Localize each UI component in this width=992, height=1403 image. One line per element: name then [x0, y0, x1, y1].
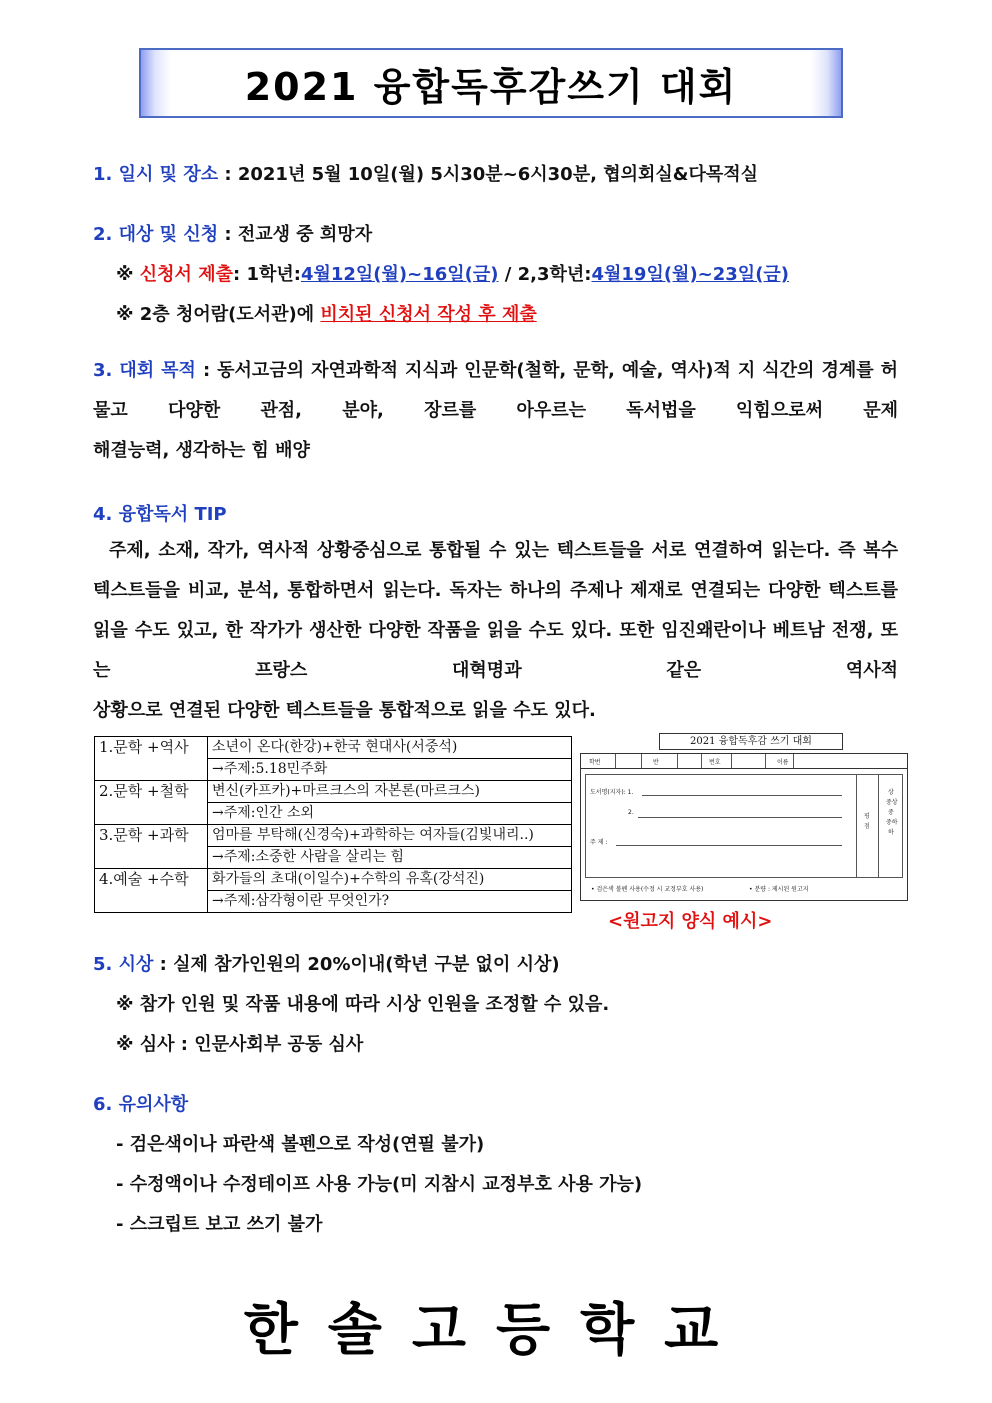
form-divider [701, 754, 702, 768]
application-label: 신청서 제출 [139, 264, 233, 285]
form-score-label-2: 점 [864, 823, 870, 830]
table-row [95, 869, 572, 891]
section-1-text: 2021년 5월 10일(월) 5시30분~6시30분, 협의회실&다목적실 [237, 164, 759, 185]
caution-item-3: - 스크립트 보고 쓰기 불가 [116, 1214, 323, 1235]
pair-books: 화가들의 초대(이일수)+수학의 유혹(강석진) [208, 869, 572, 891]
form-student-id-label: 학번 [589, 759, 601, 766]
form-divider [856, 775, 857, 877]
section-4-paragraph [93, 531, 898, 731]
form-class-label: 반 [653, 759, 659, 766]
pair-category: 2.문학 +철학 [95, 781, 208, 825]
section-3-sep: : [195, 360, 218, 381]
table-row [95, 825, 572, 847]
pair-theme: →주제:소중한 사람을 살리는 힘 [208, 847, 572, 869]
section-4-line-4: 읽을 수도 있다. 또한 임진왜란이나 베트남 전쟁, 또는 프랑스 대혁명과 같은 역사적 [93, 620, 898, 681]
form-grade-label-1: 상 [888, 789, 894, 796]
note-mark: ※ [116, 264, 140, 285]
form-theme-label: 주 제 : [590, 839, 608, 846]
note-2-text: 2층 청어람(도서관)에 [139, 304, 321, 325]
form-divider [793, 754, 794, 768]
section-2-sep: : [218, 224, 238, 245]
section-3-line-3: 해결능력, 생각하는 힘 배양 [93, 440, 310, 461]
form-number-label: 번호 [709, 759, 721, 766]
pair-theme: →주제:5.18민주화 [208, 759, 572, 781]
pair-theme: →주제:인간 소외 [208, 803, 572, 825]
form-divider [641, 754, 642, 768]
form-book-label-1: 도서명(지자): 1. [590, 789, 634, 796]
section-1 [93, 160, 758, 186]
form-grade-label-4: 중하 [886, 819, 898, 826]
section-4-line-1: 주제, 소재, 작가, 역사적 상황중심으로 통합될 수 있는 텍스트들을 서로 연결하여 [109, 540, 764, 561]
grade1-dates: 4월12일(월)~16일(금) [300, 264, 499, 285]
section-5-text: 실제 참가인원의 20%이내(학년 구분 없이 시상) [173, 954, 560, 975]
note-2-red-text: 비치된 신청서 작성 후 제출 [320, 304, 537, 325]
grade23-dates: 4월19일(월)~23일(금) [591, 264, 790, 285]
form-grade-label-2: 중상 [886, 799, 898, 806]
form-name-label: 이름 [777, 759, 789, 766]
form-line [638, 817, 842, 818]
section-1-sep: : [218, 164, 238, 185]
pair-category: 1.문학 +역사 [95, 737, 208, 781]
pair-category: 3.문학 +과학 [95, 825, 208, 869]
form-divider [765, 754, 766, 768]
form-divider [677, 754, 678, 768]
table-row [95, 781, 572, 803]
form-score-label-1: 평 [864, 813, 870, 820]
pair-books: 엄마를 부탁해(신경숙)+과학하는 여자들(김빛내리..) [208, 825, 572, 847]
pair-books: 변신(카프카)+마르크스의 자본론(마르크스) [208, 781, 572, 803]
section-5-sep: : [153, 954, 174, 975]
section-5-label: 5. 시상 [93, 954, 154, 975]
section-2-note-1 [116, 260, 789, 286]
pair-category: 4.예술 +수학 [95, 869, 208, 913]
section-1-label: 1. 일시 및 장소 [93, 164, 219, 185]
section-3 [93, 351, 898, 471]
form-footnote-2: • 분량 : 제시된 원고지 [749, 886, 809, 893]
manuscript-form-example [580, 733, 908, 901]
form-book-label-2: 2. [628, 809, 634, 816]
note-mark: ※ [116, 304, 140, 325]
section-5-note-1: ※ 참가 인원 및 작품 내용에 따라 시상 인원을 조정할 수 있음. [116, 994, 610, 1015]
section-4-line-2: 읽는다. 즉 복수 텍스트들을 비교, 분석, 통합하면서 읽는다. 독자는 하나의 주제나 [93, 540, 898, 601]
section-3-label: 3. 대회 목적 [93, 360, 196, 381]
form-title: 2021 융합독후감 쓰기 대회 [659, 733, 843, 750]
section-2-label: 2. 대상 및 신청 [93, 224, 219, 245]
section-2-note-2 [116, 300, 537, 326]
school-name: 한솔고등학교 [243, 1298, 749, 1363]
form-inner-box [585, 774, 903, 878]
section-2-text: 전교생 중 희망자 [237, 224, 373, 245]
page-title: 2021 융합독후감쓰기 대회 [244, 64, 738, 109]
section-6-label: 6. 유의사항 [93, 1094, 189, 1115]
form-grade-label-5: 하 [888, 829, 894, 836]
form-caption: <원고지 양식 예시> [608, 911, 773, 932]
pair-theme: →주제:삼각형이란 무엇인가? [208, 891, 572, 913]
table-row [95, 737, 572, 759]
grade1-label: : 1학년: [232, 264, 301, 285]
form-divider [731, 754, 732, 768]
form-body [580, 753, 908, 901]
form-grade-label-3: 중 [888, 809, 894, 816]
form-header-row [581, 754, 907, 769]
pairing-table [94, 736, 572, 913]
section-5 [93, 950, 560, 976]
caution-item-2: - 수정액이나 수정테이프 사용 가능(미 지참시 교정부호 사용 가능) [116, 1174, 643, 1195]
form-divider [615, 754, 616, 768]
grade23-label: / 2,3학년: [498, 264, 592, 285]
form-line [642, 795, 842, 796]
section-2 [93, 220, 372, 246]
caution-item-1: - 검은색이나 파란색 볼펜으로 작성(연필 불가) [116, 1134, 485, 1155]
section-5-note-2: ※ 심사 : 인문사회부 공동 심사 [116, 1034, 364, 1055]
pair-books: 소년이 온다(한강)+한국 현대사(서중석) [208, 737, 572, 759]
section-4-label: 4. 융합독서 TIP [93, 504, 227, 525]
form-divider [878, 775, 879, 877]
section-3-line-1: 동서고금의 자연과학적 지식과 인문학(철학, 문학, 예술, 역사)적 지 [217, 360, 756, 381]
section-4-line-5: 상황으로 연결된 다양한 텍스트들을 통합적으로 읽을 수도 있다. [93, 700, 596, 721]
section-3-line-2: 식간의 경계를 허물고 다양한 관점, 분야, 장르를 아우르는 독서법을 익힘으로써 문제 [93, 360, 899, 421]
title-box [139, 48, 843, 118]
section-4-line-3: 제재로 연결되는 다양한 텍스트를 읽을 수도 있고, 한 작가가 생산한 다양한 작품을 [93, 580, 898, 641]
form-footnote-1: • 검은색 볼펜 사용(수정 시 교정부호 사용) [591, 886, 704, 893]
form-line [616, 845, 842, 846]
